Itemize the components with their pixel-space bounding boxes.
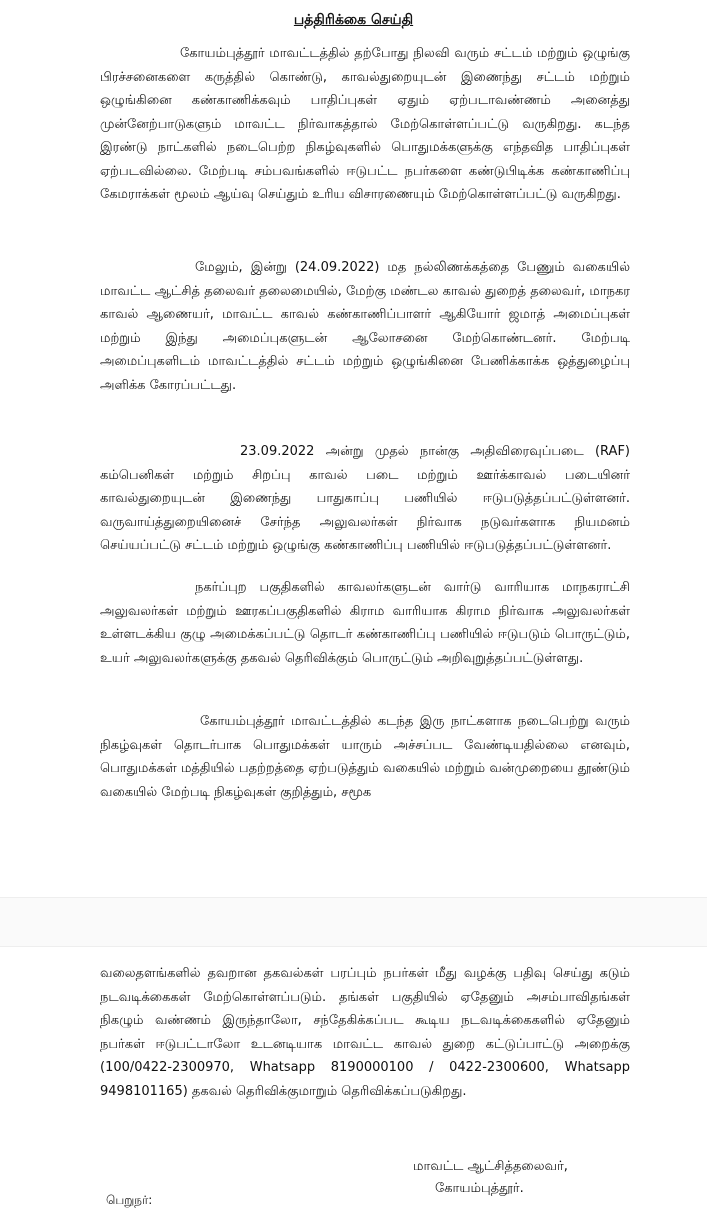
signature-place: கோயம்புத்தூர். <box>435 1181 524 1196</box>
document-title: பத்திரிக்கை செய்தி <box>293 12 414 28</box>
paragraph-4: நகர்ப்புற பகுதிகளில் காவலர்களுடன் வார்டு வாரியாக மாநகராட்சி அலுவலர்கள் மற்றும் ஊரகப்பகுதிகளில் கிராம வாரியாக கிராம நிர்வாக அலுவலர்கள் உள்ளடக்கிய குழு அமைக்கப்பட்டு தொடர் கண்காணிப்பு பணியில் ஈடுபடும் பொருட்டும், உயர் அலுவலர்களுக்கு தகவல் தெரிவிக்கும் பொருட்டும் அறிவுறுத்தப்பட்டுள்ளது. <box>100 580 630 666</box>
signature-block <box>413 1156 613 1200</box>
paragraph-3: 23.09.2022 அன்று முதல் நான்கு அதிவிரைவுப்படை (RAF) கம்பெனிகள் மற்றும் சிறப்பு காவல் படை மற்றும் ஊர்க்காவல் படையினர் காவல்துறையுடன் இணைந்து பாதுகாப்பு பணியில் ஈடுபடுத்தப்பட்டுள்ளனர். வருவாய்த்துறையினைச் சேர்ந்த அலுவலர்கள் நிர்வாக நடுவர்களாக நியமனம் செய்யப்பட்டு சட்டம் மற்றும் ஒழுங்கு கண்காணிப்பு பணியில் ஈடுபடுத்தப்பட்டுள்ளனர். <box>100 444 630 553</box>
signature-designation: மாவட்ட ஆட்சித்தலைவர், <box>413 1159 568 1174</box>
paragraph-2: மேலும், இன்று (24.09.2022) மத நல்லிணக்கத்தை பேணும் வகையில் மாவட்ட ஆட்சித் தலைவர் தலைமையில், மேற்கு மண்டல காவல் துறைத் தலைவர், மாநகர காவல் ஆணையர், மாவட்ட காவல் கண்காணிப்பாளர் ஆகியோர் ஜமாத் அமைப்புகள் மற்றும் இந்து அமைப்புகளுடன் ஆலோசனை மேற்கொண்டனர். மேற்படி அமைப்புகளிடம் மாவட்டத்தில் சட்டம் மற்றும் ஒழுங்கினை பேணிக்காக்க ஒத்துழைப்பு அளிக்க கோரப்பட்டது. <box>100 260 630 393</box>
paragraph-5: கோயம்புத்தூர் மாவட்டத்தில் கடந்த இரு நாட்களாக நடைபெற்று வரும் நிகழ்வுகள் தொடர்பாக பொதுமக்கள் யாரும் அச்சப்பட வேண்டியதில்லை எனவும், பொதுமக்கள் மத்தியில் பதற்றத்தை ஏற்படுத்தும் வகையில் மற்றும் வன்முறையை தூண்டும் வகையில் மேற்படி நிகழ்வுகள் குறித்தும், சமூக <box>100 714 630 800</box>
paragraph-continuation: வலைதளங்களில் தவறான தகவல்கள் பரப்பும் நபர்கள் மீது வழக்கு பதிவு செய்து கடும் நடவடிக்கைகள் மேற்கொள்ளப்படும். தங்கள் பகுதியில் ஏதேனும் அசம்பாவிதங்கள் நிகழும் வண்ணம் இருந்தாலோ, சந்தேகிக்கப்பட கூடிய நடவடிக்கைகளில் ஏதேனும் நபர்கள் ஈடுபட்டாலோ உடனடியாக மாவட்ட காவல் துறை கட்டுப்பாட்டு அறைக்கு (100/0422-2300970, Whatsapp 8190000100 / 0422-2300600, Whatsapp 9498101165) தகவல் தெரிவிக்குமாறும் தெரிவிக்கப்படுகிறது. <box>100 966 630 1099</box>
page-break <box>0 897 707 947</box>
paragraph-1: கோயம்புத்தூர் மாவட்டத்தில் தற்போது நிலவி வரும் சட்டம் மற்றும் ஒழுங்கு பிரச்சனைகளை கருத்தில் கொண்டு, காவல்துறையுடன் இணைந்து சட்டம் மற்றும் ஒழுங்கினை கண்காணிக்கவும் பாதிப்புகள் ஏதும் ஏற்படாவண்ணம் அனைத்து முன்னேற்பாடுகளும் மாவட்ட நிர்வாகத்தால் மேற்கொள்ளப்பட்டு வருகிறது. கடந்த இரண்டு நாட்களில் நடைபெற்ற நிகழ்வுகளில் பொதுமக்களுக்கு எந்தவித பாதிப்புகள் ஏற்படவில்லை. மேற்படி சம்பவங்களில் ஈடுபட்ட நபர்களை கண்டுபிடிக்க கண்காணிப்பு கேமராக்கள் மூலம் ஆய்வு செய்தும் உரிய விசாரணையும் மேற்கொள்ளப்பட்டு வருகிறது. <box>100 46 630 202</box>
recipient-label: பெறுநர்: <box>106 1193 153 1207</box>
